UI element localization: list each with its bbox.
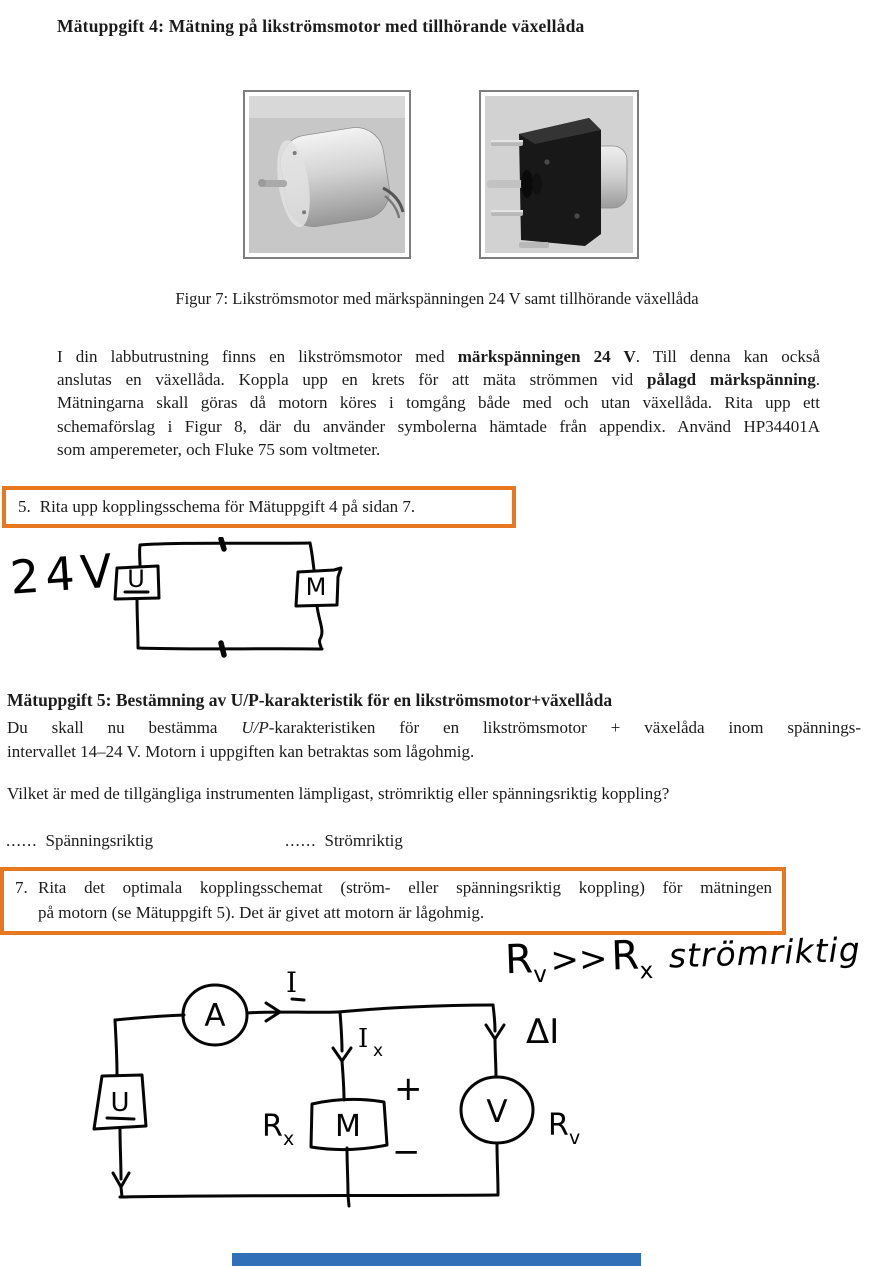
handwritten-24v-label: 24V bbox=[8, 543, 120, 605]
ix-label: I bbox=[358, 1024, 369, 1054]
highlighted-question-7 bbox=[0, 867, 786, 935]
question7-line-1: Rita det optimala kopplingsschemat (ström- eller spänningsriktig koppling) för mätningen bbox=[38, 878, 772, 897]
plus-sign: + bbox=[394, 1069, 423, 1109]
ix-sub: x bbox=[373, 1041, 384, 1061]
dc-motor-photo bbox=[243, 90, 411, 259]
task5-paragraph bbox=[7, 716, 861, 764]
gearbox-motor-photo bbox=[479, 90, 639, 259]
highlighted-question-5 bbox=[2, 486, 516, 528]
option-spanningsriktig bbox=[6, 831, 153, 851]
note-rv: R bbox=[504, 936, 534, 984]
task4-intro-paragraph bbox=[57, 345, 820, 461]
task5-heading: Mätuppgift 5: Bestämning av U/P-karakteristik för en likströmsmotor+växellåda bbox=[7, 690, 613, 710]
task5-text: -karakteristiken för en likströmsmotor + växelåda inom spännings- bbox=[268, 718, 861, 737]
task5-body-line-1 bbox=[7, 716, 861, 740]
rx-label: R bbox=[262, 1109, 283, 1144]
note-rx-sub: x bbox=[639, 958, 654, 985]
task5-body-line-2: intervallet 14–24 V. Motorn i uppgiften kan betraktas som lågohmig. bbox=[7, 742, 475, 761]
intro-bold-rated-voltage: märkspänningen 24 V bbox=[457, 347, 636, 366]
motor-symbol-m: M bbox=[335, 1109, 361, 1144]
rx-sub: x bbox=[283, 1128, 295, 1150]
note-stromriktig-word: strömriktig bbox=[668, 929, 862, 976]
motor-symbol-m: M bbox=[305, 573, 327, 601]
question7-line-2: på motorn (se Mätuppgift 5). Det är givet att motorn är lågohmig. bbox=[38, 902, 485, 922]
option-label: Spänningsriktig bbox=[45, 831, 154, 850]
rv-label: R bbox=[548, 1108, 569, 1143]
task4-heading: Mätuppgift 4: Mätning på likströmsmotor med tillhörande växellåda bbox=[57, 16, 585, 36]
intro-bold-applied-voltage: pålagd märkspänning bbox=[647, 370, 816, 390]
current-i-label: I bbox=[286, 966, 298, 999]
delta-i-label: ΔI bbox=[526, 1012, 560, 1052]
note-much-greater: >> bbox=[549, 938, 609, 981]
source-symbol-u: U bbox=[127, 565, 145, 593]
intro-line-2 bbox=[57, 368, 820, 391]
task5-text: Du skall nu bestämma bbox=[7, 718, 242, 737]
circuit2-drawing bbox=[80, 963, 720, 1215]
question7-number: 7. bbox=[15, 878, 28, 897]
answer-blank-dots: ...... bbox=[285, 831, 317, 850]
hand-drawn-circuit-1 bbox=[8, 537, 428, 687]
dc-motor-image bbox=[249, 96, 405, 253]
intro-line-4: schemaförslag i Figur 8, där du använder symbolerna hämtade från appendix. Använd HP34401A bbox=[57, 416, 820, 436]
coupling-question: Vilket är med de tillgängliga instrumenten lämpligast, strömriktig eller spänningsriktig koppling? bbox=[7, 784, 670, 803]
horizontal-scrollbar-thumb[interactable] bbox=[232, 1253, 641, 1266]
intro-text: . Till denna kan också bbox=[635, 347, 820, 366]
note-rv-sub: v bbox=[532, 961, 548, 989]
hand-drawn-circuit-2 bbox=[80, 963, 720, 1215]
rv-sub: v bbox=[569, 1127, 581, 1149]
minus-sign: − bbox=[392, 1132, 421, 1172]
answer-blank-dots: ...... bbox=[6, 831, 38, 850]
intro-text: anslutas en växellåda. Koppla upp en krets för att mäta strömmen vid bbox=[57, 370, 647, 390]
intro-text: I din labbutrustning finns en likströmsmotor med bbox=[57, 347, 458, 366]
intro-line-5: som amperemeter, och Fluke 75 som voltmeter. bbox=[57, 439, 381, 459]
figure7-caption: Figur 7: Likströmsmotor med märkspänningen 24 V samt tillhörande växellåda bbox=[175, 289, 699, 308]
question5-text: Rita upp kopplingsschema för Mätuppgift 4 på sidan 7. bbox=[39, 497, 416, 516]
option-label: Strömriktig bbox=[324, 831, 403, 850]
ammeter-symbol-a: A bbox=[204, 998, 226, 1034]
task5-math-up: U/P bbox=[241, 718, 269, 737]
voltmeter-symbol-v: V bbox=[486, 1094, 508, 1130]
gearbox-image bbox=[485, 96, 633, 253]
source-symbol-u: U bbox=[110, 1088, 130, 1118]
intro-text: . bbox=[815, 370, 821, 390]
intro-line-3: Mätningarna skall göras då motorn köres i tomgång både med och utan växellåda. Rita upp ett bbox=[57, 393, 820, 413]
note-rx: R bbox=[610, 932, 640, 980]
option-stromriktig bbox=[285, 831, 403, 851]
intro-line-1 bbox=[57, 345, 820, 368]
question5-number: 5. bbox=[18, 497, 31, 516]
